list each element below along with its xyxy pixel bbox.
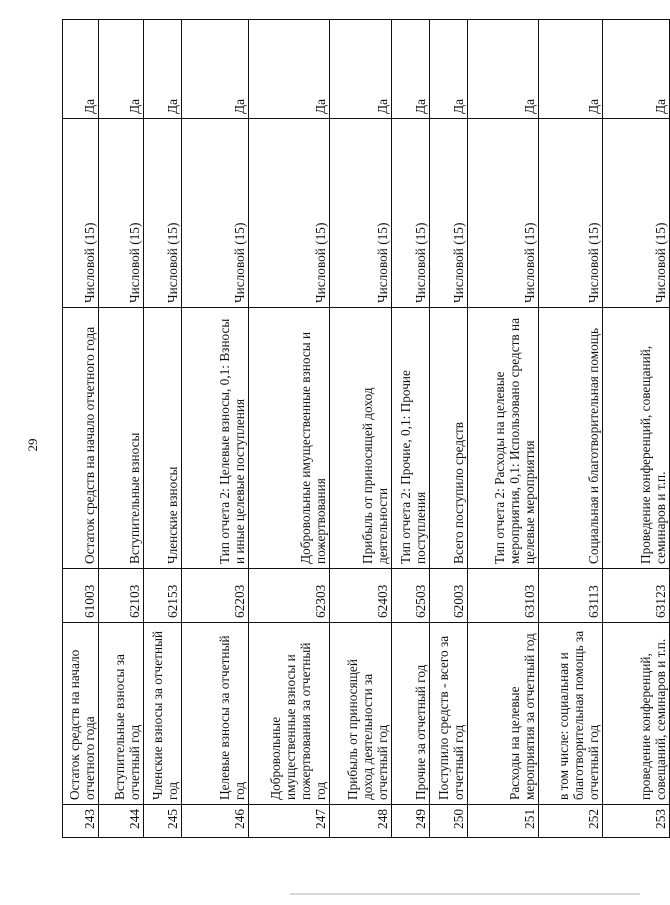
data-type: Числовой (15) — [249, 119, 330, 308]
table-row — [392, 20, 430, 838]
indicator-code: 62003 — [430, 569, 468, 623]
required-flag: Да — [539, 20, 603, 119]
indicator-name: Добровольные имущественные взносы и пожертвования за отчетный год — [249, 623, 330, 805]
indicator-description: Проведение конференций, совещаний, семинаров и т.п. — [603, 308, 670, 569]
required-flag: Да — [63, 20, 99, 119]
table-row — [144, 20, 182, 838]
required-flag: Да — [144, 20, 182, 119]
data-type: Числовой (15) — [539, 119, 603, 308]
page-number: 29 — [25, 438, 40, 452]
required-flag: Да — [392, 20, 430, 119]
row-number: 246 — [182, 805, 249, 838]
indicator-name: проведение конференций, совещаний, семинаров и т.п. — [603, 623, 670, 805]
table-row — [99, 20, 144, 838]
table-row — [539, 20, 603, 838]
table-row — [182, 20, 249, 838]
indicator-name: Прочие за отчетный год — [392, 623, 430, 805]
row-number: 243 — [63, 805, 99, 838]
indicator-description: Членские взносы — [144, 308, 182, 569]
indicator-name: Членские взносы за отчетный год — [144, 623, 182, 805]
indicator-description: Социальная и благотворительная помощь — [539, 308, 603, 569]
indicator-description: Тип отчета 2: Прочие, 0,1: Прочие поступления — [392, 308, 430, 569]
indicator-description: Тип отчета 2: Целевые взносы, 0,1: Взносы и иные целевые поступления — [182, 308, 249, 569]
required-flag: Да — [249, 20, 330, 119]
data-type: Числовой (15) — [392, 119, 430, 308]
indicator-name: Вступительные взносы за отчетный год — [99, 623, 144, 805]
indicator-code: 63103 — [468, 569, 539, 623]
table-row — [468, 20, 539, 838]
indicator-code: 62303 — [249, 569, 330, 623]
table-row — [330, 20, 392, 838]
row-number: 245 — [144, 805, 182, 838]
row-number: 247 — [249, 805, 330, 838]
data-type: Числовой (15) — [330, 119, 392, 308]
data-table — [62, 19, 670, 838]
required-flag: Да — [99, 20, 144, 119]
indicator-description: Тип отчета 2: Расходы на целевые мероприятия, 0,1: Использовано средств на целевые мероприятия — [468, 308, 539, 569]
indicator-name: Прибыль от приносящей доход деятельности за отчетный год — [330, 623, 392, 805]
required-flag: Да — [330, 20, 392, 119]
indicator-description: Остаток средств на начало отчетного года — [63, 308, 99, 569]
scan-edge-line — [290, 893, 640, 895]
data-type: Числовой (15) — [99, 119, 144, 308]
required-flag: Да — [182, 20, 249, 119]
required-flag: Да — [603, 20, 670, 119]
indicator-name: Целевые взносы за отчетный год — [182, 623, 249, 805]
table-row — [63, 20, 99, 838]
indicator-description: Всего поступило средств — [430, 308, 468, 569]
indicator-name: в том числе: социальная и благотворительная помощь за отчетный год — [539, 623, 603, 805]
row-number: 244 — [99, 805, 144, 838]
required-flag: Да — [468, 20, 539, 119]
indicator-code: 62503 — [392, 569, 430, 623]
indicator-code: 62103 — [99, 569, 144, 623]
data-type: Числовой (15) — [430, 119, 468, 308]
row-number: 253 — [603, 805, 670, 838]
data-type: Числовой (15) — [182, 119, 249, 308]
indicator-code: 62153 — [144, 569, 182, 623]
indicator-name: Остаток средств на начало отчетного года — [63, 623, 99, 805]
indicator-code: 62403 — [330, 569, 392, 623]
table-row — [603, 20, 670, 838]
data-type: Числовой (15) — [144, 119, 182, 308]
indicator-name: Поступило средств - всего за отчетный год — [430, 623, 468, 805]
indicator-code: 62203 — [182, 569, 249, 623]
indicator-description: Добровольные имущественные взносы и пожертвования — [249, 308, 330, 569]
indicator-description: Вступительные взносы — [99, 308, 144, 569]
data-type: Числовой (15) — [468, 119, 539, 308]
rotated-table-container — [62, 20, 668, 838]
indicator-name: Расходы на целевые мероприятия за отчетный год — [468, 623, 539, 805]
row-number: 252 — [539, 805, 603, 838]
data-type: Числовой (15) — [63, 119, 99, 308]
data-type: Числовой (15) — [603, 119, 670, 308]
row-number: 249 — [392, 805, 430, 838]
required-flag: Да — [430, 20, 468, 119]
table-row — [249, 20, 330, 838]
row-number: 250 — [430, 805, 468, 838]
indicator-description: Прибыль от приносящей доход деятельности — [330, 308, 392, 569]
row-number: 248 — [330, 805, 392, 838]
indicator-code: 63123 — [603, 569, 670, 623]
row-number: 251 — [468, 805, 539, 838]
indicator-code: 63113 — [539, 569, 603, 623]
indicator-code: 61003 — [63, 569, 99, 623]
table-row — [430, 20, 468, 838]
